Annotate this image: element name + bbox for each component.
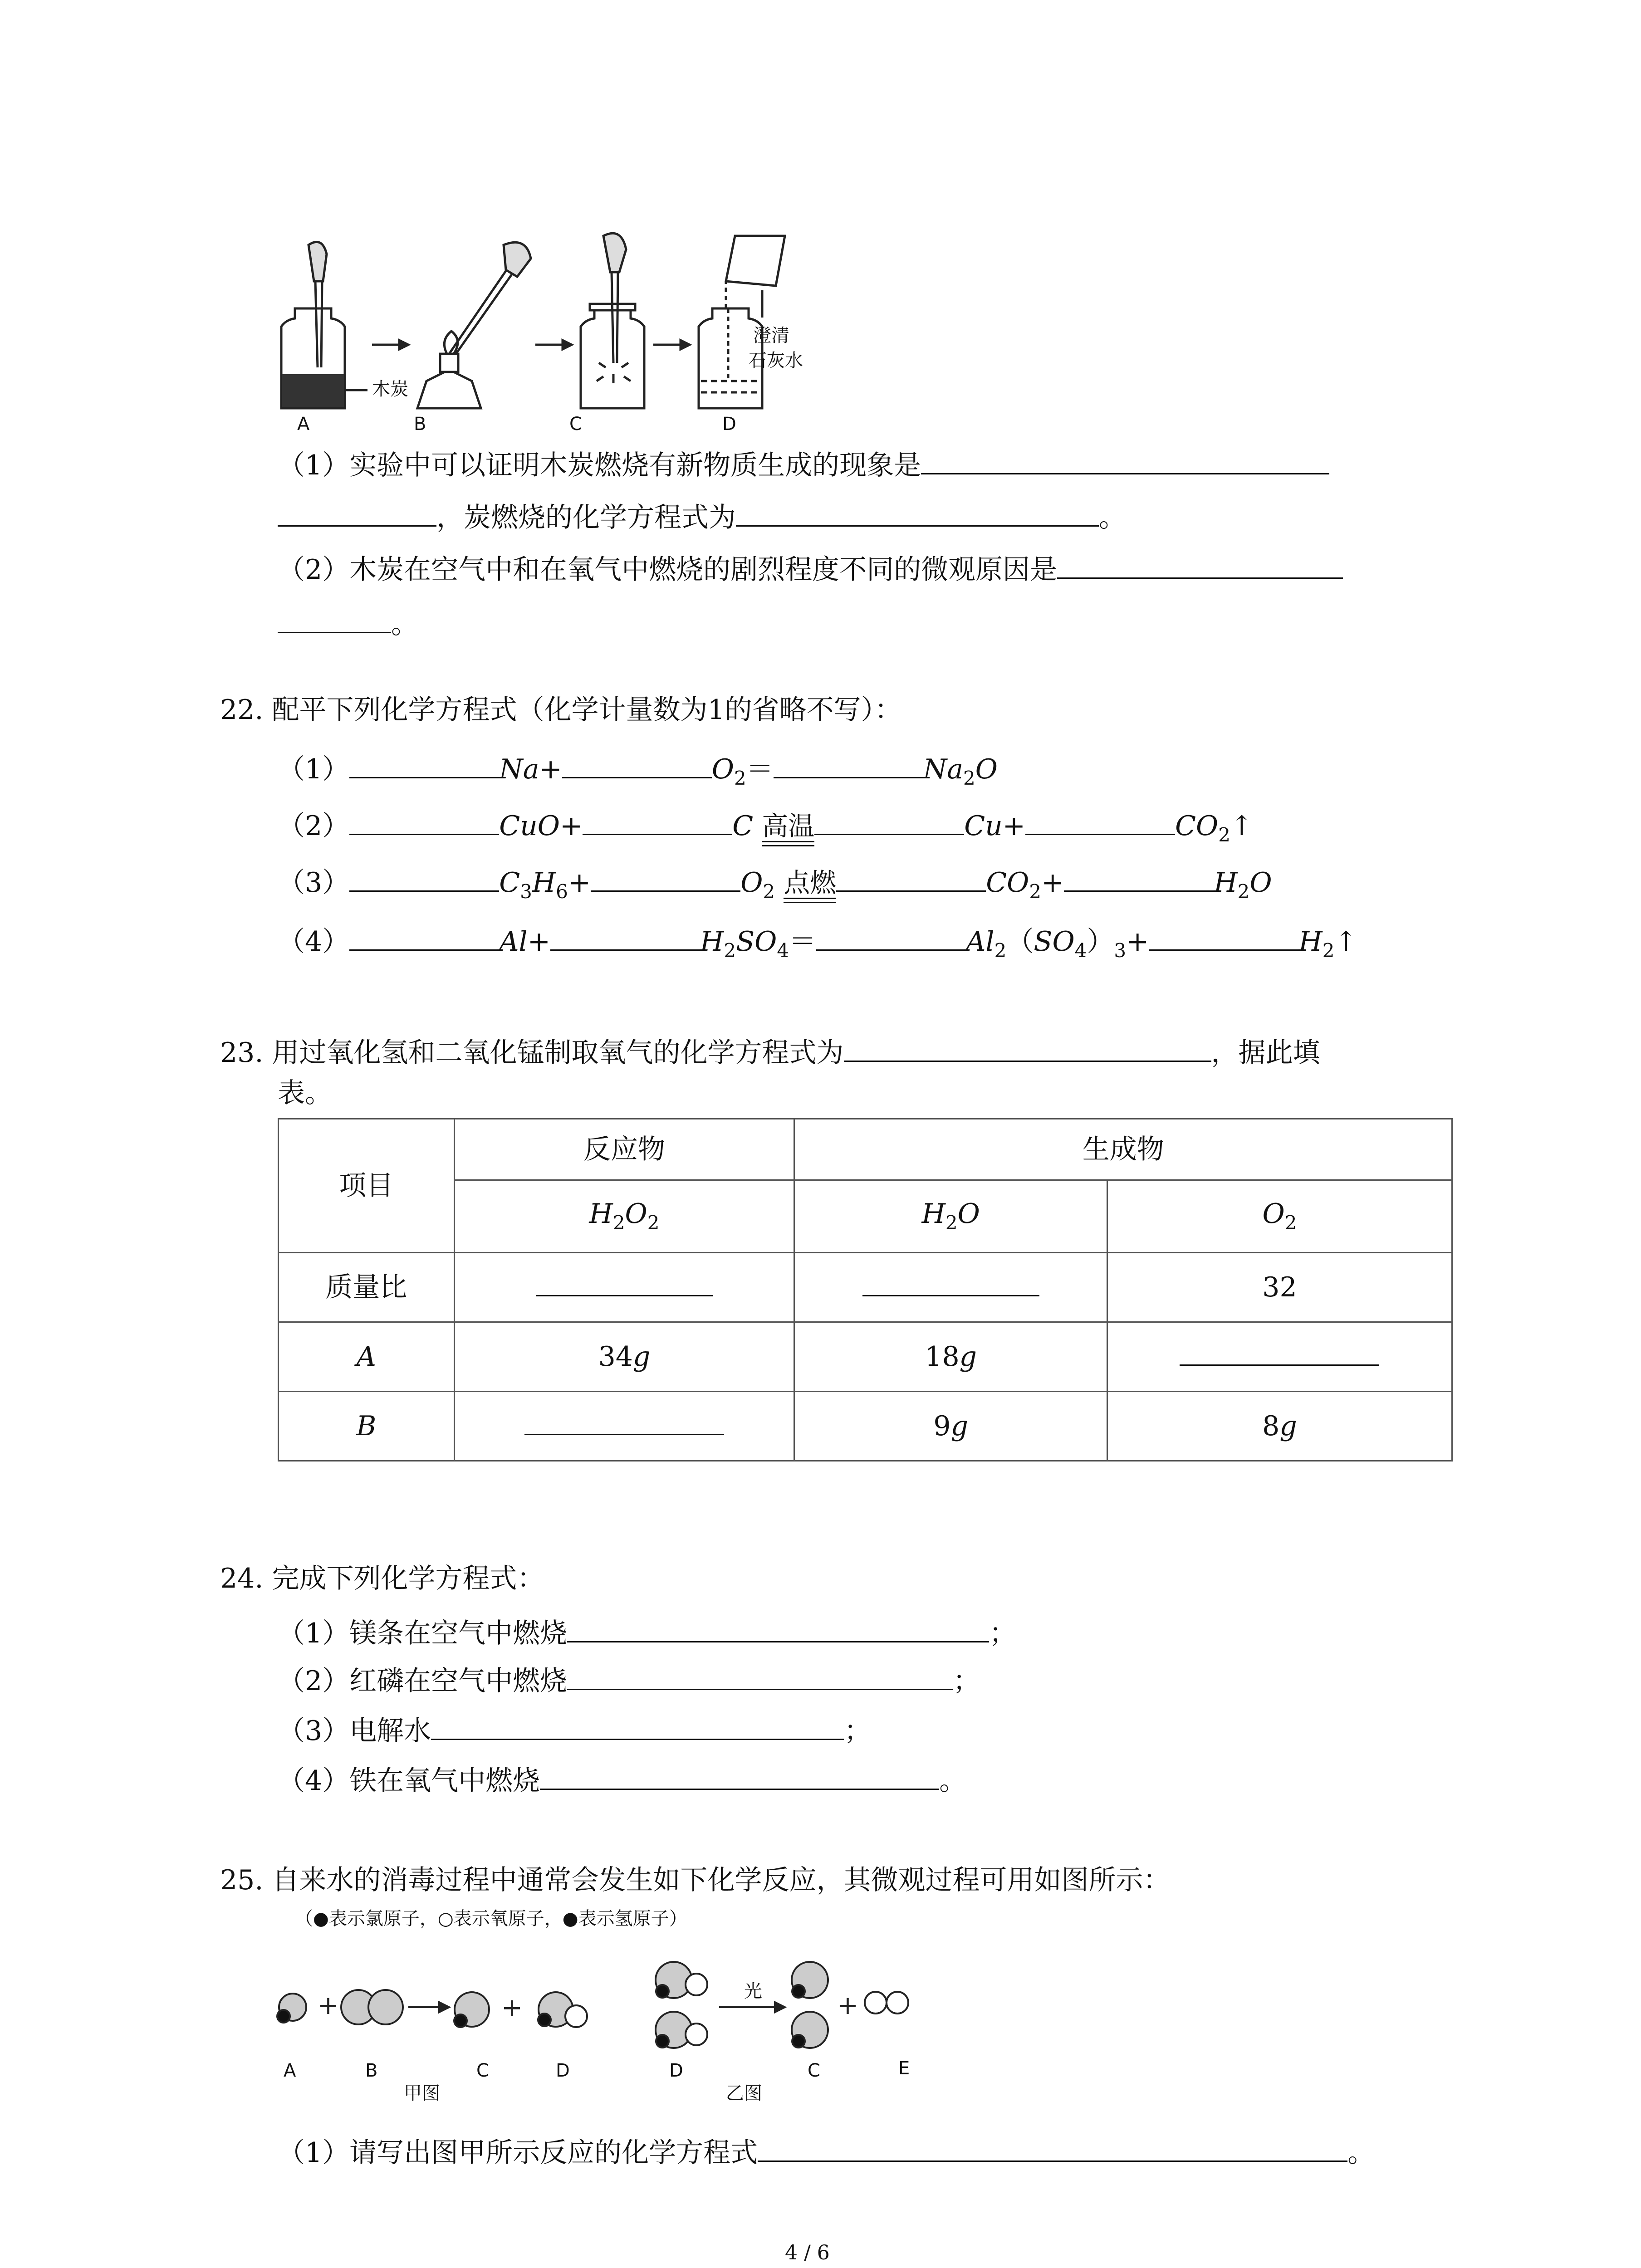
q24-4-blank[interactable] bbox=[540, 1762, 939, 1790]
q22-title: 22. 配平下列化学方程式（化学计量数为1的省略不写）： bbox=[220, 694, 902, 726]
q22-3-coef-c3h6[interactable] bbox=[349, 864, 499, 892]
q21-reason-blank-2[interactable] bbox=[278, 606, 391, 633]
q24-2-blank[interactable] bbox=[567, 1662, 953, 1690]
q22-2-coef-cu[interactable] bbox=[814, 807, 964, 835]
q22-4-coef-al[interactable] bbox=[349, 923, 499, 951]
q25-letter-a: A bbox=[284, 2060, 296, 2081]
q22-2-coef-c[interactable] bbox=[583, 807, 732, 835]
q21-reason-blank-1[interactable] bbox=[1057, 551, 1343, 579]
fig21-letter-d: D bbox=[722, 414, 736, 435]
q21-part2-line1: （2）木炭在空气中和在氧气中燃烧的剧烈程度不同的微观原因是 bbox=[278, 551, 1343, 583]
q23-title-line2: 表。 bbox=[278, 1077, 332, 1109]
table-header-product: 生成物 bbox=[794, 1119, 1452, 1180]
q25-fig-yi-label: 乙图 bbox=[726, 2083, 762, 2104]
a-o2-cell bbox=[1107, 1322, 1452, 1392]
molecule-reaction-figure bbox=[272, 1946, 998, 2109]
a-o2-blank[interactable] bbox=[1180, 1346, 1379, 1366]
q25-1-blank[interactable] bbox=[758, 2134, 1347, 2162]
b-o2-cell: 8g bbox=[1107, 1392, 1452, 1461]
q25-letter-e: E bbox=[898, 2058, 910, 2079]
fig21-letter-b: B bbox=[414, 414, 426, 435]
mass-ratio-h2o2-blank[interactable] bbox=[536, 1277, 713, 1296]
svg-text:+: + bbox=[501, 1993, 523, 2023]
mass-ratio-h2o-blank[interactable] bbox=[862, 1277, 1039, 1296]
q25-letter-c: C bbox=[476, 2060, 489, 2081]
limewater-label-line2: 石灰水 bbox=[749, 350, 803, 371]
q22-4-coef-h2[interactable] bbox=[1149, 923, 1298, 951]
q25-part1: （1）请写出图甲所示反应的化学方程式 。 bbox=[278, 2134, 1375, 2166]
q25-light-label: 光 bbox=[744, 1981, 762, 2002]
q22-item-1: （1） $Na+ O_2= Na_2O$ bbox=[278, 751, 998, 788]
mass-ratio-o2-cell: 32 bbox=[1107, 1253, 1452, 1322]
b-h2o2-blank[interactable] bbox=[524, 1416, 724, 1435]
q22-1-coef-na[interactable] bbox=[349, 751, 499, 778]
q23-equation-blank[interactable] bbox=[844, 1034, 1211, 1062]
q25-letter-d2: D bbox=[669, 2060, 683, 2081]
charcoal-label: 木炭 bbox=[372, 379, 408, 400]
table-col-h2o: $H_2O$ bbox=[794, 1180, 1107, 1253]
q22-3-coef-h2o[interactable] bbox=[1064, 864, 1214, 892]
q24-item-2: （2）红磷在空气中燃烧 ； bbox=[278, 1662, 980, 1695]
q21-equation-blank[interactable] bbox=[736, 499, 1099, 527]
q21-part2-line2: 。 bbox=[278, 606, 418, 638]
table-row-b: B bbox=[279, 1392, 455, 1461]
q22-4-coef-h2so4[interactable] bbox=[550, 923, 700, 951]
table-col-h2o2: $H_2O_2$ bbox=[454, 1180, 794, 1253]
table-col-o2: $O_2$ bbox=[1107, 1180, 1452, 1253]
mass-ratio-h2o-cell bbox=[794, 1253, 1107, 1322]
limewater-label-line1: 澄清 bbox=[753, 325, 789, 346]
q24-item-1: （1）镁条在空气中燃烧 ； bbox=[278, 1615, 1016, 1647]
a-h2o2-cell: 34g bbox=[454, 1322, 794, 1392]
q24-item-4: （4）铁在氧气中燃烧 。 bbox=[278, 1762, 966, 1794]
table-header-reactant: 反应物 bbox=[454, 1119, 794, 1180]
table-row-a: A bbox=[279, 1322, 455, 1392]
b-h2o-cell: 9g bbox=[794, 1392, 1107, 1461]
q23-title: 23. 用过氧化氢和二氧化锰制取氧气的化学方程式为 ，据此填 bbox=[220, 1034, 1320, 1066]
table-row-mass-ratio: 质量比 bbox=[279, 1253, 455, 1322]
q21-answer-blank-1[interactable] bbox=[921, 447, 1329, 474]
page-number: 4 / 6 bbox=[785, 2241, 830, 2264]
q21-part1-line1: （1）实验中可以证明木炭燃烧有新物质生成的现象是 bbox=[278, 447, 1329, 479]
q22-4-coef-al2so43[interactable] bbox=[816, 923, 966, 951]
mass-ratio-h2o2-cell bbox=[454, 1253, 794, 1322]
fig21-letter-a: A bbox=[297, 414, 310, 435]
q25-legend: （●表示氯原子，○表示氧原子，●表示氢原子） bbox=[295, 1908, 687, 1929]
q24-title: 24. 完成下列化学方程式： bbox=[220, 1563, 544, 1594]
table-header-item: 项目 bbox=[279, 1119, 455, 1253]
q22-3-condition: 点燃 bbox=[784, 870, 836, 903]
q25-letter-b: B bbox=[365, 2060, 378, 2081]
q25-letter-d: D bbox=[556, 2060, 570, 2081]
q21-part1-line2: ，炭燃烧的化学方程式为 。 bbox=[278, 499, 1126, 531]
q22-3-coef-co2[interactable] bbox=[836, 864, 986, 892]
svg-text:+: + bbox=[837, 1991, 858, 2020]
q21-answer-blank-2[interactable] bbox=[278, 499, 436, 527]
a-h2o-cell: 18g bbox=[794, 1322, 1107, 1392]
svg-text:+: + bbox=[318, 1991, 339, 2020]
q22-2-coef-co2[interactable] bbox=[1025, 807, 1175, 835]
q22-item-4: （4） $Al+ H_2SO_4= Al_2(SO_4)_3+$ $H_2↑$ bbox=[278, 923, 1357, 960]
q25-letter-c2: C bbox=[808, 2060, 820, 2081]
q22-item-3: （3） $C_3H_6+ O_2$ 点燃 $CO_2+ H_2O$ bbox=[278, 864, 1272, 903]
q22-1-coef-na2o[interactable] bbox=[774, 751, 923, 778]
q23-mass-table bbox=[278, 1118, 1453, 1461]
q22-2-coef-cuo[interactable] bbox=[349, 807, 499, 835]
q22-2-condition: 高温 bbox=[762, 813, 814, 846]
q24-3-blank[interactable] bbox=[431, 1712, 844, 1740]
q25-title: 25. 自来水的消毒过程中通常会发生如下化学反应，其微观过程可用如图所示： bbox=[220, 1864, 1171, 1896]
q22-3-coef-o2[interactable] bbox=[591, 864, 740, 892]
q22-item-2: （2） CuO+ C 高温 $Cu+ CO_2↑$ bbox=[278, 807, 1253, 846]
q22-1-coef-o2[interactable] bbox=[562, 751, 712, 778]
q24-1-blank[interactable] bbox=[567, 1615, 989, 1642]
b-h2o2-cell bbox=[454, 1392, 794, 1461]
fig21-letter-c: C bbox=[569, 414, 582, 435]
q25-fig-jia-label: 甲图 bbox=[404, 2083, 440, 2104]
q24-item-3: （3）电解水 ； bbox=[278, 1712, 871, 1745]
